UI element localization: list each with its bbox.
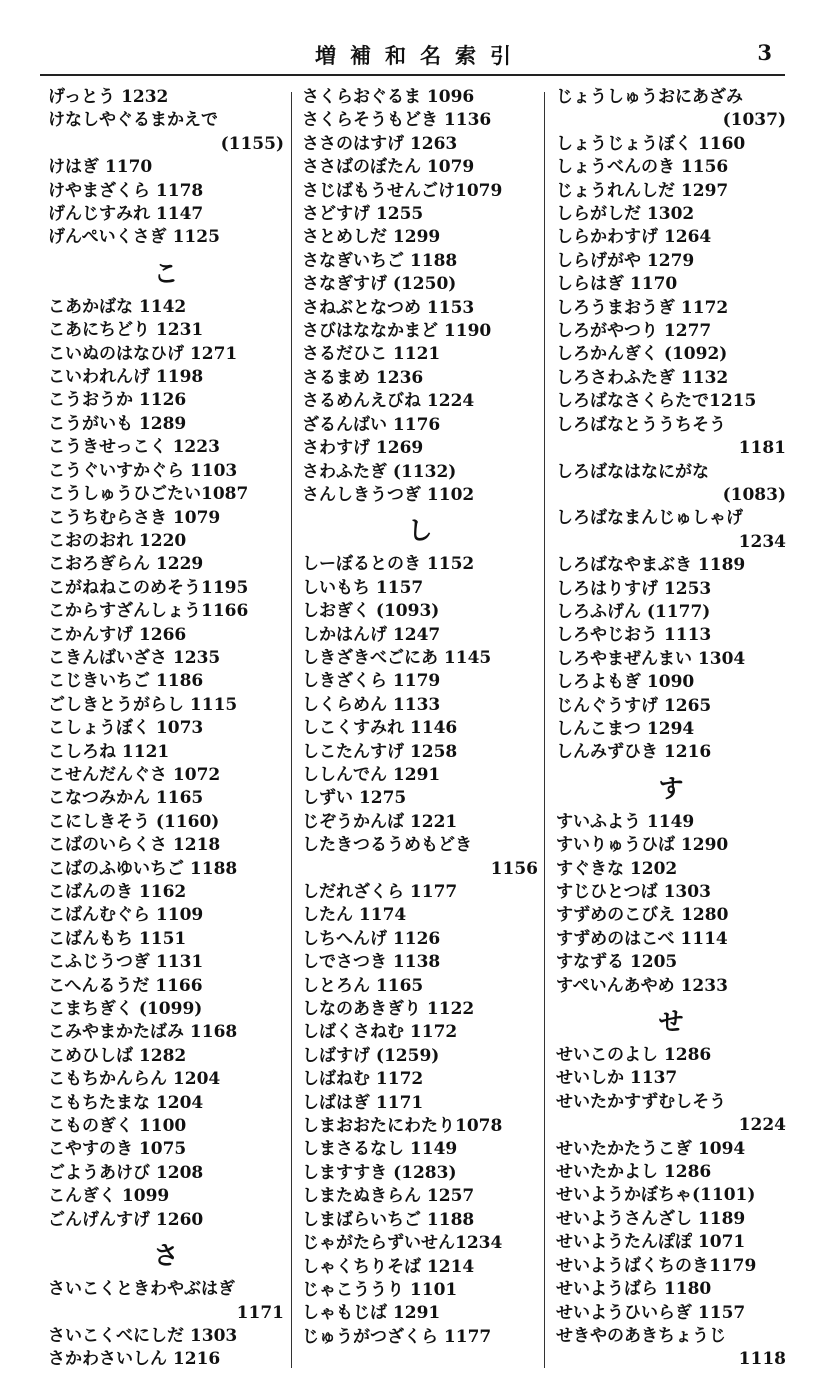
index-entry: こからすざんしょう1166 (48, 601, 249, 622)
index-entry: こばのいらくさ 1218 (48, 835, 221, 856)
index-entry: さくらおぐるま 1096 (302, 87, 475, 107)
index-entry: しばすげ (1259) (302, 1045, 440, 1066)
index-entry: さどすげ 1255 (302, 204, 424, 225)
index-entry: じょうしゅうおにあざみ (556, 87, 743, 107)
column-divider (291, 92, 292, 1368)
index-entry: さかわさいしん 1216 (48, 1349, 221, 1370)
index-entry: しまおおたにわたり1078 (302, 1116, 503, 1137)
index-entry: こうきせっこく 1223 (48, 437, 220, 458)
index-entry: すずめのこびえ 1280 (556, 905, 729, 926)
index-entry: しろはりすげ 1253 (556, 578, 712, 599)
index-entry: しだれざくら 1177 (302, 882, 458, 902)
index-entry: しろばなやまぶき 1189 (556, 555, 746, 576)
index-entry: さじばもうせんごけ1079 (302, 180, 503, 201)
index-entry: しらげがや 1279 (556, 250, 695, 271)
index-entry: しんみずひき 1216 (556, 742, 712, 763)
section-heading: し (407, 516, 433, 546)
index-entry: しでさつき 1138 (302, 952, 441, 973)
index-entry: さなぎすげ (1250) (302, 274, 457, 295)
index-entry: じぞうかんば 1221 (302, 811, 458, 832)
index-entry-continuation: 1181 (738, 438, 786, 459)
index-entry: せいようたんぽぽ 1071 (556, 1232, 746, 1253)
index-entry: しきざきべごにあ 1145 (302, 647, 492, 668)
index-entry: しゃもじば 1291 (302, 1303, 441, 1324)
index-entry: しらはぎ 1170 (556, 274, 678, 295)
index-entry-continuation: 1171 (236, 1302, 284, 1323)
index-entry-continuation: (1037) (722, 110, 786, 131)
index-entry: せいようばくちのき1179 (556, 1255, 757, 1276)
index-entry: さびはななかまど 1190 (302, 321, 492, 342)
index-entry: こおのおれ 1220 (48, 530, 187, 551)
index-entry: しんこまつ 1294 (556, 718, 695, 739)
index-entry: しゃくちりそば 1214 (302, 1256, 475, 1277)
index-entry: すずめのはこべ 1114 (556, 928, 728, 949)
index-entry: こまちぎく (1099) (48, 999, 203, 1020)
index-entry: さんしきうつぎ 1102 (302, 484, 475, 505)
index-entry: すいりゅうひば 1290 (556, 835, 729, 856)
index-entry: こうぐいすかぐら 1103 (48, 460, 238, 481)
section-heading: す (658, 773, 684, 803)
index-entry: せいたかたうこぎ 1094 (556, 1138, 746, 1159)
index-entry: しちへんげ 1126 (302, 928, 441, 949)
index-entry: しょうべんのき 1156 (556, 157, 729, 178)
index-entry: さねぶとなつめ 1153 (302, 297, 475, 318)
index-entry: さわすげ 1269 (302, 438, 424, 459)
index-entry: さなぎいちご 1188 (302, 250, 458, 271)
index-entry: すいふよう 1149 (556, 811, 695, 832)
page-number: 3 (757, 40, 772, 65)
index-entry: こもちたまな 1204 (48, 1092, 204, 1113)
index-entry: しまさるなし 1149 (302, 1139, 458, 1160)
index-entry: さくらそうもどき 1136 (302, 110, 492, 131)
index-entry: しますすき (1283) (302, 1162, 457, 1183)
index-entry: せいこのよし 1286 (556, 1045, 712, 1066)
section-heading: せ (658, 1007, 684, 1037)
index-entry: こふじうつぎ 1131 (48, 952, 204, 973)
index-entry: こものぎく 1100 (48, 1116, 187, 1137)
index-entry: こしょうぼく 1073 (48, 718, 204, 739)
index-entry: せいようさんざし 1189 (556, 1208, 746, 1229)
index-entry: じゅうがつざくら 1177 (302, 1326, 492, 1347)
index-entry: しろやまぜんまい 1304 (556, 648, 746, 669)
index-entry: しろやじおう 1113 (556, 625, 712, 646)
index-entry: しろばなとううちそう (556, 414, 726, 435)
index-entry: ごんげんすげ 1260 (48, 1209, 204, 1230)
index-entry: こうがいも 1289 (48, 413, 187, 434)
section-heading: さ (153, 1241, 179, 1271)
page-header (40, 36, 800, 76)
index-entry: せいようひいらぎ 1157 (556, 1302, 746, 1323)
column-divider (544, 92, 545, 1368)
index-entry: げっとう 1232 (48, 87, 169, 107)
index-entry: しろさわふたぎ 1132 (556, 367, 729, 388)
index-entry: せきやのあきちょうじ (556, 1325, 726, 1346)
index-entry: こしろね 1121 (48, 741, 170, 762)
index-entry: しらがしだ 1302 (556, 204, 695, 225)
index-entry: こもちかんらん 1204 (48, 1069, 221, 1090)
index-entry: けはぎ 1170 (48, 157, 153, 178)
index-entry: ささばのぼたん 1079 (302, 157, 475, 178)
index-entry: しまたぬきらん 1257 (302, 1186, 475, 1207)
index-entry: こうしゅうひごたい1087 (48, 484, 249, 505)
index-entry: さいこくべにしだ 1303 (48, 1325, 238, 1346)
index-entry: じんぐうすげ 1265 (556, 695, 712, 716)
index-entry: しーぼるとのき 1152 (302, 554, 475, 575)
index-entry: こんぎく 1099 (48, 1186, 170, 1207)
index-entry: したきつるうめもどき (302, 835, 472, 856)
index-entry: こきんばいざさ 1235 (48, 647, 221, 668)
index-entry: こみやまかたばみ 1168 (48, 1022, 238, 1043)
index-entry: しろがやつり 1277 (556, 321, 712, 342)
index-column-2 (302, 86, 538, 1392)
index-entry: しなのあきぎり 1122 (302, 999, 475, 1020)
index-entry: しろばなまんじゅしゃげ (556, 508, 743, 529)
index-entry: さいこくときわやぶはぎ (48, 1279, 235, 1300)
index-entry: けやまざくら 1178 (48, 180, 204, 201)
index-entry: こばんむぐら 1109 (48, 905, 204, 926)
index-entry: こうおうか 1126 (48, 390, 187, 411)
index-entry: こせんだんぐさ 1072 (48, 764, 221, 785)
index-entry: こかんすげ 1266 (48, 624, 187, 645)
index-entry: こばのふゆいちご 1188 (48, 858, 238, 879)
index-entry: こがねねこのめそう1195 (48, 577, 249, 598)
index-entry: しろよもぎ 1090 (556, 672, 695, 693)
index-entry: けなしやぐるまかえで (48, 110, 218, 131)
index-entry-continuation: (1083) (722, 484, 786, 505)
section-heading: こ (153, 258, 179, 288)
index-entry: ごようあけび 1208 (48, 1162, 204, 1183)
index-entry: せいたかよし 1286 (556, 1162, 712, 1183)
index-entry: こあにちどり 1231 (48, 320, 204, 341)
index-entry: こうちむらさき 1079 (48, 507, 221, 528)
index-entry: こばんもち 1151 (48, 928, 187, 949)
index-entry: さるめんえびね 1224 (302, 391, 475, 412)
index-entry: げんじすみれ 1147 (48, 204, 204, 225)
index-entry: ごしきとうがらし 1115 (48, 694, 238, 715)
index-entry: しこくすみれ 1146 (302, 718, 458, 739)
index-column-1 (48, 86, 284, 1392)
index-entry: しかはんげ 1247 (302, 624, 441, 645)
index-entry: じょうれんしだ 1297 (556, 180, 729, 201)
index-entry: こにしきそう (1160) (48, 811, 220, 832)
index-entry: すぐきな 1202 (556, 858, 678, 879)
index-entry: しこたんすげ 1258 (302, 741, 458, 762)
index-entry: しろふげん (1177) (556, 601, 711, 622)
index-entry: こおろぎらん 1229 (48, 554, 204, 575)
index-entry: げんぺいくさぎ 1125 (48, 227, 220, 248)
index-entry-continuation: 1234 (738, 531, 786, 552)
index-entry: ざるんばい 1176 (302, 414, 441, 435)
index-entry: しろかんぎく (1092) (556, 344, 728, 365)
index-entry: こいわれんげ 1198 (48, 367, 204, 388)
index-entry: こやすのき 1075 (48, 1139, 187, 1160)
index-entry: しおぎく (1093) (302, 601, 440, 622)
index-entry: すぺいんあやめ 1233 (556, 975, 728, 996)
index-entry: しいもち 1157 (302, 577, 424, 598)
index-entry: こへんるうだ 1166 (48, 975, 203, 996)
index-entry: しとろん 1165 (302, 975, 424, 996)
index-entry: こじきいちご 1186 (48, 671, 204, 692)
index-entry: こばんのき 1162 (48, 882, 187, 902)
header-rule (40, 74, 785, 76)
index-entry: しばはぎ 1171 (302, 1092, 424, 1113)
index-entry: しずい 1275 (302, 788, 407, 809)
index-entry: しろばなはなにがな (556, 461, 709, 482)
index-column-3 (556, 86, 786, 1392)
index-entry: さとめしだ 1299 (302, 227, 441, 248)
index-entry: さわふたぎ (1132) (302, 461, 457, 482)
index-entry: したん 1174 (302, 905, 407, 926)
index-entry: せいようかぼちゃ(1101) (556, 1185, 756, 1206)
index-entry: ししんでん 1291 (302, 764, 441, 785)
index-entry: さるだひこ 1121 (302, 344, 441, 365)
index-entry: しばくさねむ 1172 (302, 1022, 458, 1043)
index-entry: せいようばら 1180 (556, 1279, 712, 1300)
index-entry: せいたかすずむしそう (556, 1091, 727, 1112)
index-entry: すじひとつば 1303 (556, 882, 711, 902)
index-entry: しきざくら 1179 (302, 671, 441, 692)
index-entry: こめひしば 1282 (48, 1045, 187, 1066)
index-entry: しまばらいちご 1188 (302, 1209, 475, 1230)
index-entry: こなつみかん 1165 (48, 788, 204, 809)
index-entry-continuation: (1155) (220, 133, 284, 154)
index-entry: しばねむ 1172 (302, 1069, 424, 1090)
index-entry: さるまめ 1236 (302, 367, 424, 388)
index-entry: すなずる 1205 (556, 952, 678, 973)
index-entry: しろうまおうぎ 1172 (556, 297, 729, 318)
index-entry: こあかばな 1142 (48, 296, 187, 317)
index-entry: しくらめん 1133 (302, 694, 441, 715)
index-entry: じゃこううり 1101 (302, 1279, 458, 1300)
index-entry-continuation: 1118 (738, 1349, 786, 1370)
index-entry: せいしか 1137 (556, 1068, 678, 1089)
index-entry: こいぬのはなひげ 1271 (48, 343, 238, 364)
index-entry: ささのはすげ 1263 (302, 133, 458, 154)
index-entry-continuation: 1156 (490, 858, 538, 879)
index-entry: じゃがたらずいせん1234 (302, 1233, 503, 1254)
index-entry: しらかわすげ 1264 (556, 227, 712, 248)
index-entry: しょうじょうぼく 1160 (556, 133, 746, 154)
page-title: 増補和名索引 (315, 43, 525, 68)
index-entry: しろばなさくらたで1215 (556, 391, 757, 412)
index-entry-continuation: 1224 (738, 1115, 786, 1136)
